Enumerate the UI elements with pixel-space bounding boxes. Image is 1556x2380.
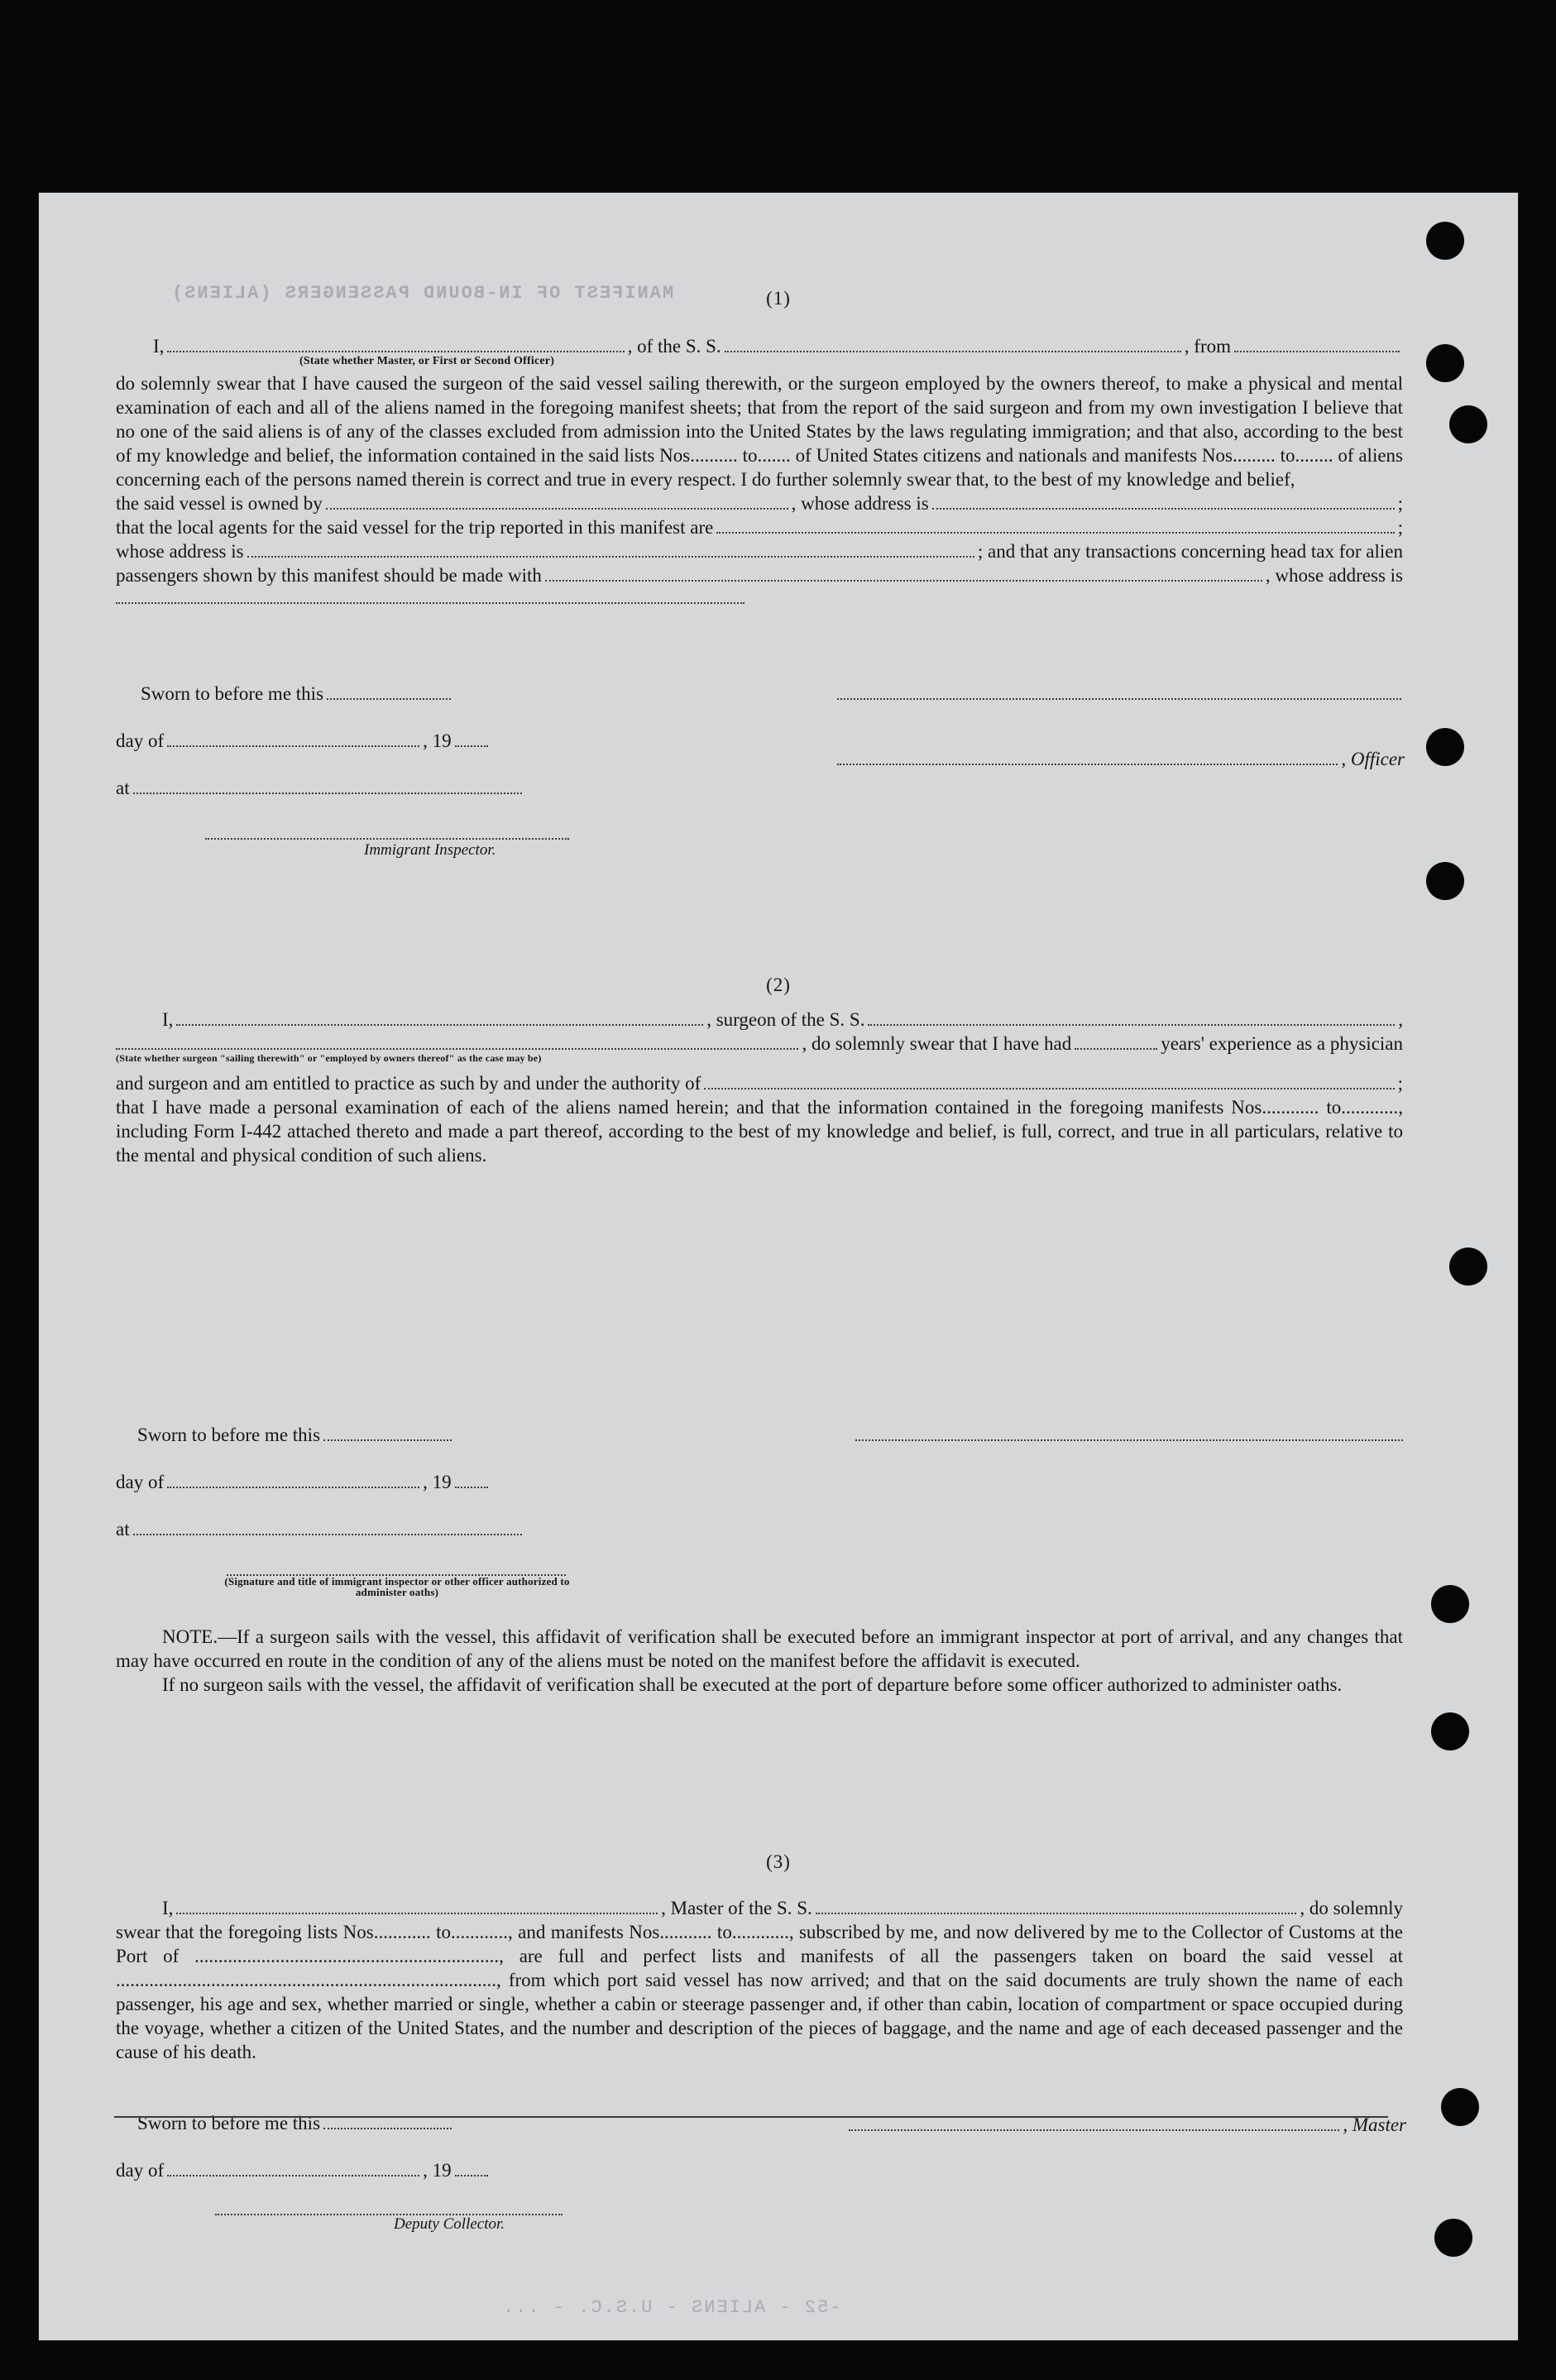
label-day-of-2: day of (116, 1472, 165, 1492)
section-1: I, , of the S. S. , from (State whether Master, or First or Second Officer) do solemnly swear that I have caused the surgeon of the said vessel sailing therewith, or the surgeon employed by the owners thereof, to make a physical and mental examination of each and all of the aliens named in the foregoing manifest sheets; that from the report of the said surgeon and from my own investigation I believe that no one of the said aliens is of any of the classes excluded from admission into the United States by the laws regulating immigration; and that also, according to the best of my knowledge and belief, the information contained in the said lists Nos.......... to....... of United States citizens and nationals and manifests Nos......... to........ of aliens concerning each of the persons named therein is correct and true in every respect. I do further solemnly swear that, to the best of my knowledge and belief, the said vessel is owned by , whose address is ; that the local agents for the said vessel for the trip reported in this manifest are ; whose address is ; and that any transactions concerning head tax for alien passengers shown by this manifest should be made with , whose address is (116, 334, 1403, 604)
binder-hole (1431, 1585, 1469, 1623)
label-at-2: at (116, 1519, 130, 1540)
officer-name-field[interactable] (167, 336, 624, 352)
binder-hole (1426, 344, 1464, 382)
head-tax-party-field[interactable] (545, 565, 1262, 582)
label-day-of: day of (116, 730, 165, 751)
section-1-number: (1) (766, 288, 791, 309)
surgeon-vessel-field[interactable] (868, 1009, 1395, 1026)
label-authority: and surgeon and am entitled to practice as such by and under the authority of (116, 1073, 701, 1094)
section-2-body: that I have made a personal examination of each of the aliens named herein; and that the information contained in the foregoing manifests Nos............ to............, including Form I-442 attached thereto and made a part thereof, according to the best of my knowledge and belief, is full, correct, and true in all particulars, relative to the mental and physical condition of such aliens. (116, 1097, 1403, 1166)
section-2-notes (116, 1625, 1403, 1697)
label-master-of: , Master of the S. S. (661, 1898, 812, 1918)
surgeon-signature-field[interactable] (855, 1425, 1403, 1441)
label-at: at (116, 778, 130, 798)
sworn-date-field[interactable] (327, 683, 451, 700)
surgeon-name-field[interactable] (176, 1009, 703, 1026)
binder-hole (1426, 222, 1464, 260)
surgeon-status-field[interactable] (116, 1033, 798, 1050)
sworn-date-field-2[interactable] (323, 1425, 452, 1441)
year-field-2[interactable] (455, 1472, 488, 1488)
label-year-3: , 19 (423, 2160, 452, 2181)
inspector-signature-field[interactable] (205, 823, 569, 840)
officer-signature-field[interactable] (837, 749, 1338, 765)
surgeon-note: NOTE.—If a surgeon sails with the vessel, this affidavit of verification shall be executed before an immigrant inspector at port of arrival, and any changes that may have occurred en route in the condition of any of the aliens must be noted on the manifest before the affidavit is executed. (116, 1626, 1403, 1671)
label-years: years' experience as a physician (1161, 1033, 1403, 1054)
section-2-number: (2) (766, 975, 791, 995)
officer-sig-line-1[interactable] (837, 683, 1401, 700)
label-sworn-3: Sworn to before me this (137, 2113, 321, 2133)
section-2: I, , surgeon of the S. S. , , do solemnly swear that I have had years' experience as a physician (State whether surgeon "sailing therewith" or "employed by owners thereof" as the case may be) and surgeon and am entitled to practice as such by and under the authority of ; that I have made a personal examination of each of the aliens named herein; and that the information contained in the foregoing manifests Nos............ to............, including Form I-442 attached thereto and made a part thereof, according to the best of my knowledge and belief, is full, correct, and true in all particulars, relative to the mental and physical condition of such aliens. (116, 1009, 1404, 1166)
agents-address-field[interactable] (247, 541, 974, 558)
label-deputy-collector: Deputy Collector. (394, 2215, 505, 2233)
label-master: , Master (1343, 2114, 1406, 2135)
owner-address-field[interactable] (932, 493, 1395, 510)
label-year: , 19 (423, 730, 452, 751)
binder-hole (1431, 1712, 1469, 1750)
sworn-date-field-3[interactable] (323, 2113, 452, 2129)
section-3 (116, 1896, 1403, 2064)
binder-hole (1449, 405, 1487, 443)
officer-signature-block (834, 683, 1405, 771)
day-of-field[interactable] (167, 730, 419, 747)
authority-field[interactable] (704, 1073, 1394, 1089)
master-vessel-field[interactable] (816, 1898, 1297, 1914)
bottom-divider (114, 2116, 1388, 2118)
deputy-signature-field[interactable] (215, 2199, 563, 2215)
section-1-sworn-block (116, 682, 596, 860)
label-whose-address: , whose address is (791, 493, 929, 514)
section-3-number: (3) (766, 1851, 791, 1872)
label-day-of-3: day of (116, 2160, 165, 2181)
binder-hole (1441, 2088, 1479, 2126)
owner-field[interactable] (326, 493, 788, 510)
from-port-field[interactable] (1234, 336, 1400, 352)
section-1-body: do solemnly swear that I have caused the surgeon of the said vessel sailing therewith, or the surgeon employed by the owners thereof, to make a physical and mental examination of each and all of the aliens named in the foregoing manifest sheets; that from the report of the said surgeon and from my own investigation I believe that no one of the said aliens is of any of the classes excluded from admission into the United States by the laws regulating immigration; and that also, according to the best of my knowledge and belief, the information contained in the said lists Nos.......... to....... of United States citizens and nationals and manifests Nos......... to........ of aliens concerning each of the persons named therein is correct and true in every respect. I do further solemnly swear that, to the best of my knowledge and belief, (116, 373, 1403, 490)
day-of-field-3[interactable] (167, 2160, 419, 2176)
label-i: I, (153, 336, 165, 357)
label-of-ss: , of the S. S. (627, 336, 721, 357)
bleed-through-header: MANIFEST OF IN-BOUND PASSENGERS (ALIENS) (170, 283, 674, 304)
label-agents-address: whose address is (116, 541, 244, 562)
label-passengers: passengers shown by this manifest should be made with (116, 565, 542, 586)
head-tax-address-field[interactable] (116, 587, 744, 604)
label-i-3: I, (162, 1898, 174, 1918)
vessel-name-field[interactable] (725, 336, 1181, 352)
surgeon-status-note: (State whether surgeon "sailing therewith" or "employed by owners thereof" as the case may be) (116, 1052, 542, 1064)
label-whose-address-3: , whose address is (1265, 565, 1403, 586)
years-field[interactable] (1075, 1033, 1157, 1050)
master-name-field[interactable] (176, 1898, 658, 1914)
binder-hole (1449, 1247, 1487, 1286)
label-local-agents: that the local agents for the said vessel for the trip reported in this manifest are (116, 517, 714, 538)
binder-hole (1426, 862, 1464, 900)
label-owned-by: the said vessel is owned by (116, 493, 323, 514)
section-3-sworn-block (116, 2111, 596, 2234)
label-immigrant-inspector: Immigrant Inspector. (364, 841, 496, 859)
label-surgeon-of: , surgeon of the S. S. (706, 1009, 865, 1030)
signature-title-note: (Signature and title of immigrant inspector or other officer authorized to administer oaths) (224, 1575, 570, 1598)
section-3-body: swear that the foregoing lists Nos............ to............, and manifests Nos........... to............, subscribed by me, and now delivered by me to the Collector of Customs at the Port of ................................................................, are full and perfect lists and manifests of all the passengers taken on board the said vessel at ................................................................................, from which port said vessel has now arrived; and that on the said documents are truly shown the name of each passenger, his age and sex, whether married or single, whether a cabin or steerage passenger and, if other than cabin, location of compartment or space occupied during the voyage, whether a citizen of the United States, and the number and description of the pieces of baggage, and the name and age of each deceased passenger and the cause of his death. (116, 1922, 1403, 2062)
binder-hole (1434, 2219, 1472, 2257)
label-year-2: , 19 (423, 1472, 452, 1492)
surgeon-note-2: If no surgeon sails with the vessel, the affidavit of verification shall be executed at the port of departure before some officer authorized to administer oaths. (162, 1674, 1343, 1695)
agents-field[interactable] (716, 517, 1394, 534)
day-of-field-2[interactable] (167, 1472, 419, 1488)
bleed-through-footer: -52 - ALIENS - U.S.C. - ... (501, 2297, 841, 2318)
at-place-field[interactable] (133, 778, 522, 794)
surgeon-signature-block (852, 1425, 1406, 1441)
oath-officer-signature-field[interactable] (227, 1559, 566, 1576)
label-do-solemnly: , do solemnly swear that I have had (802, 1033, 1072, 1054)
label-from: , from (1184, 336, 1232, 357)
label-sworn: Sworn to before me this (141, 683, 324, 704)
year-field-3[interactable] (455, 2160, 488, 2176)
label-officer: , Officer (1341, 749, 1405, 769)
binder-hole (1426, 728, 1464, 766)
label-do-solemnly-3: , do solemnly (1300, 1898, 1404, 1918)
state-officer-note: (State whether Master, or First or Second Officer) (299, 355, 555, 367)
label-i-2: I, (162, 1009, 174, 1030)
manifest-page (38, 192, 1519, 2341)
year-field[interactable] (455, 730, 488, 747)
at-place-field-2[interactable] (133, 1519, 522, 1535)
label-sworn-2: Sworn to before me this (137, 1425, 321, 1445)
section-2-sworn-block (116, 1423, 596, 1597)
label-head-tax: ; and that any transactions concerning head tax for alien (977, 541, 1403, 562)
